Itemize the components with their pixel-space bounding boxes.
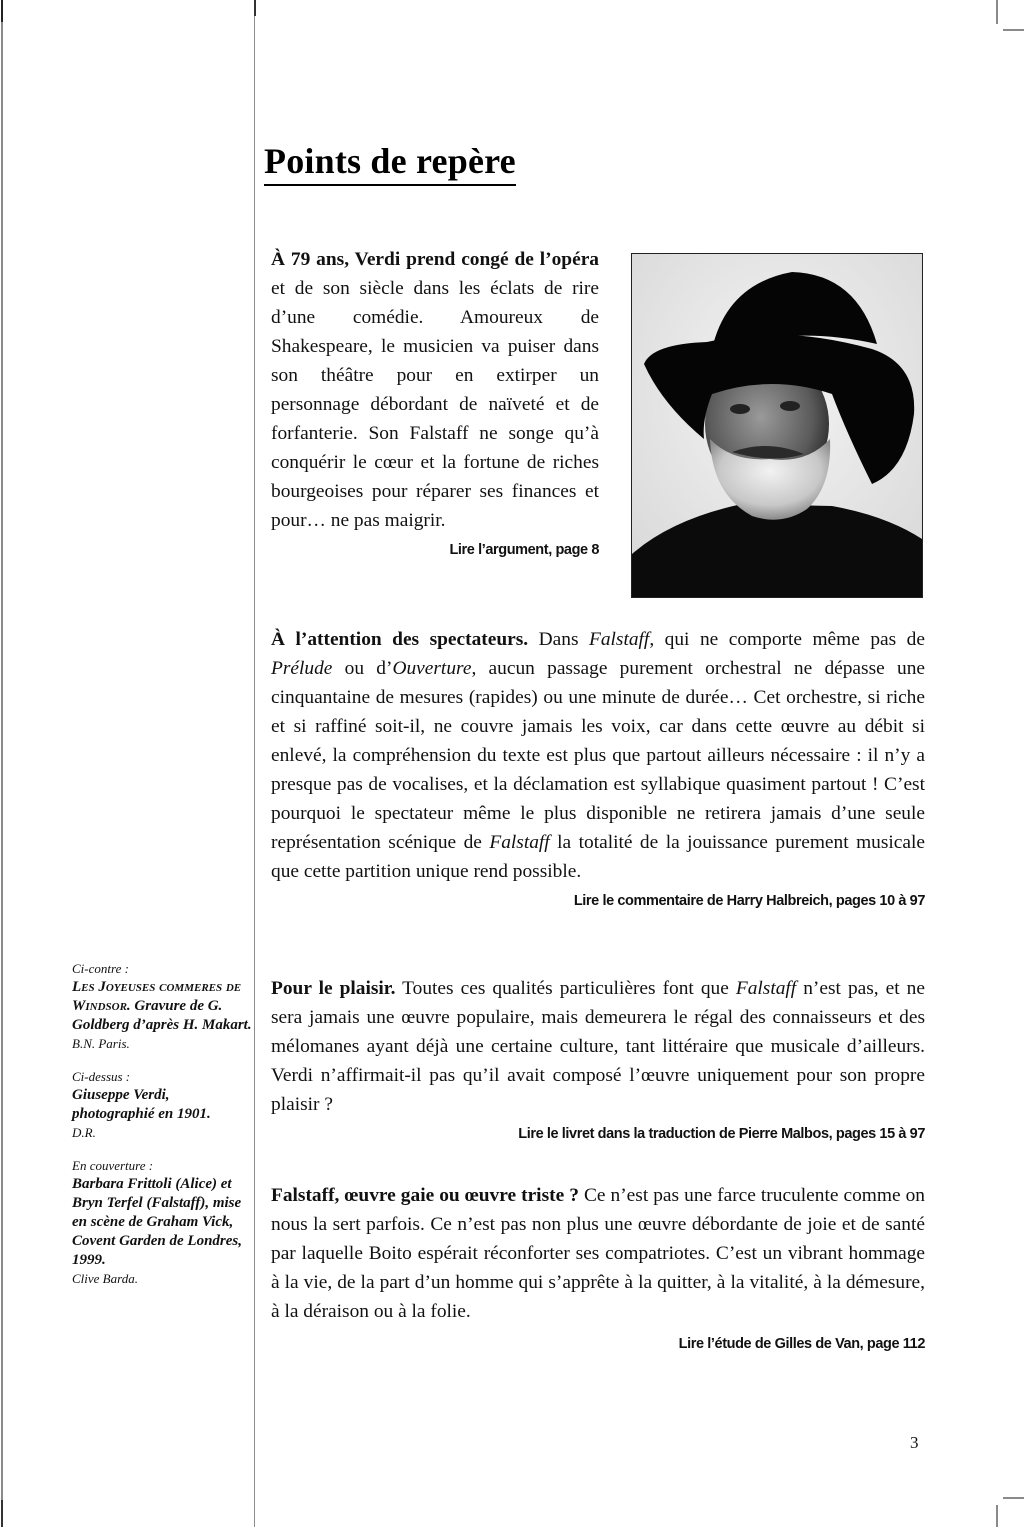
reference-link-text[interactable]: Lire l’argument, page 8: [449, 542, 599, 558]
section-text: et de son siècle dans les éclats de rire d’une comédie. Amoureux de Shakespeare, le musicien va puiser dans son théâtre pour en extirper un personnage débordant de naïveté et de forfanterie. Son Falstaff ne songe qu’à conquérir le cœur et la fortune de riches bourgeoises pour réparer ses finances et pour… ne pas maigrir.: [271, 278, 599, 531]
reference-link-commentaire[interactable]: [271, 891, 925, 911]
section-paragraph: [271, 625, 925, 886]
caption-label: Ci-contre :: [72, 961, 129, 976]
caption-description: Gravure de G. Goldberg d’après H. Makart.: [72, 998, 252, 1033]
caption-work-title: Les Joyeuses commeres de Windsor.: [72, 979, 242, 1014]
reference-link-text[interactable]: Lire le commentaire de Harry Halbreich, pages 10 à 97: [573, 893, 925, 909]
caption-credit: B.N. Paris.: [72, 1036, 130, 1051]
caption-main: Giuseppe Verdi, photographié en 1901.: [72, 1087, 211, 1122]
reference-link-text[interactable]: Lire le livret dans la traduction de Pierre Malbos, pages 15 à 97: [518, 1126, 925, 1142]
section-pour-le-plaisir: [271, 974, 925, 1144]
reference-link-etude[interactable]: [271, 1334, 925, 1354]
work-title-falstaff: Falstaff: [735, 978, 797, 999]
caption-label: Ci-dessus :: [72, 1069, 131, 1084]
reference-link-livret[interactable]: [271, 1124, 925, 1144]
crop-mark-top-vertical: [996, 0, 998, 24]
caption-ci-contre: [72, 960, 252, 1053]
section-verdi-adieu: [271, 245, 599, 560]
section-text: ou d’: [332, 658, 393, 679]
work-title-falstaff: Falstaff: [489, 832, 550, 853]
column-gutter-rule: [254, 0, 255, 1527]
left-margin-rule-mark-top: [1, 0, 3, 22]
verdi-portrait-photo: [631, 253, 923, 598]
crop-mark-bottom-horizontal: [1003, 1497, 1024, 1499]
section-paragraph: [271, 974, 925, 1119]
verdi-portrait-image: [632, 254, 922, 597]
section-paragraph: [271, 1181, 925, 1326]
caption-ci-dessus: [72, 1068, 252, 1142]
work-title-falstaff: Falstaff: [588, 629, 650, 650]
section-lead: Pour le plaisir.: [271, 978, 396, 999]
page-title: Points de repère: [264, 138, 516, 186]
section-attention-spectateurs: [271, 625, 925, 911]
work-title-prelude: Prélude: [271, 658, 333, 679]
section-text: Ce n’est pas une farce truculente comme on nous la sert parfois. Ce n’est pas non plus une œuvre débordante de joie et de santé par laquelle Boito espérait réconforter ses compatriotes. C’est un vibrant hommage à la vie, de la part d’un homme qui s’apprête à la quitter, à la vitalité, à la démesure, à la déraison ou à la folie.: [271, 1185, 925, 1322]
crop-mark-top-horizontal: [1003, 29, 1024, 31]
reference-link-text[interactable]: Lire l’étude de Gilles de Van, page 112: [678, 1336, 925, 1352]
caption-credit: D.R.: [72, 1125, 96, 1140]
section-text: , qui ne comporte même pas de: [649, 629, 925, 650]
section-text: la totalité de la jouissance purement musicale que cette partition unique rend possible.: [271, 832, 925, 882]
section-oeuvre-gaie-ou-triste: [271, 1181, 925, 1354]
image-captions: [72, 960, 252, 1303]
crop-mark-bottom-vertical: [996, 1505, 998, 1527]
section-text: Dans: [528, 629, 589, 650]
caption-main: Barbara Frittoli (Alice) et Bryn Terfel (Falstaff), mise en scène de Graham Vick, Covent Garden de Londres, 1999.: [72, 1176, 242, 1268]
section-lead: À l’attention des spectateurs.: [271, 629, 529, 650]
work-title-ouverture: Ouverture: [392, 658, 472, 679]
left-margin-rule-mark-bottom: [1, 1500, 3, 1527]
section-text: Toutes ces qualités particulières font que: [395, 978, 736, 999]
section-lead: À 79 ans, Verdi prend congé de l’opéra: [271, 249, 599, 270]
caption-credit: Clive Barda.: [72, 1271, 138, 1286]
caption-en-couverture: [72, 1157, 252, 1288]
reference-link-argument[interactable]: [271, 540, 599, 560]
section-text: , aucun passage purement orchestral ne dépasse une cinquantaine de mesures (rapides) ou une minute de durée… Cet orchestre, si riche et si raffiné soit-il, ne couvre jamais les voix, car dans cette œuvre au débit si enlevé, la compréhension du texte est plus que partout ailleurs nécessaire : il n’y a presque pas de vocalises, et la déclamation est syllabique quasiment partout ! C’est pourquoi le spectateur même le plus disponible ne retirera jamais d’une seule représentation scénique de: [271, 658, 926, 853]
caption-main: [72, 978, 252, 1035]
page-number: 3: [910, 1433, 919, 1452]
caption-label: En couverture :: [72, 1158, 154, 1173]
section-text: n’est pas, et ne sera jamais une œuvre populaire, mais demeurera le régal des connaisseurs et des mélomanes ayant déjà une certaine culture, tant littéraire que musicale d’ailleurs. Verdi n’affirmait-il pas qu’il avait composé l’œuvre uniquement pour son propre plaisir ?: [271, 978, 925, 1115]
section-lead: Falstaff, œuvre gaie ou œuvre triste ?: [271, 1185, 579, 1206]
section-paragraph: [271, 245, 599, 535]
left-margin-rule: [1, 0, 3, 1527]
column-gutter-rule-mark: [254, 0, 256, 16]
